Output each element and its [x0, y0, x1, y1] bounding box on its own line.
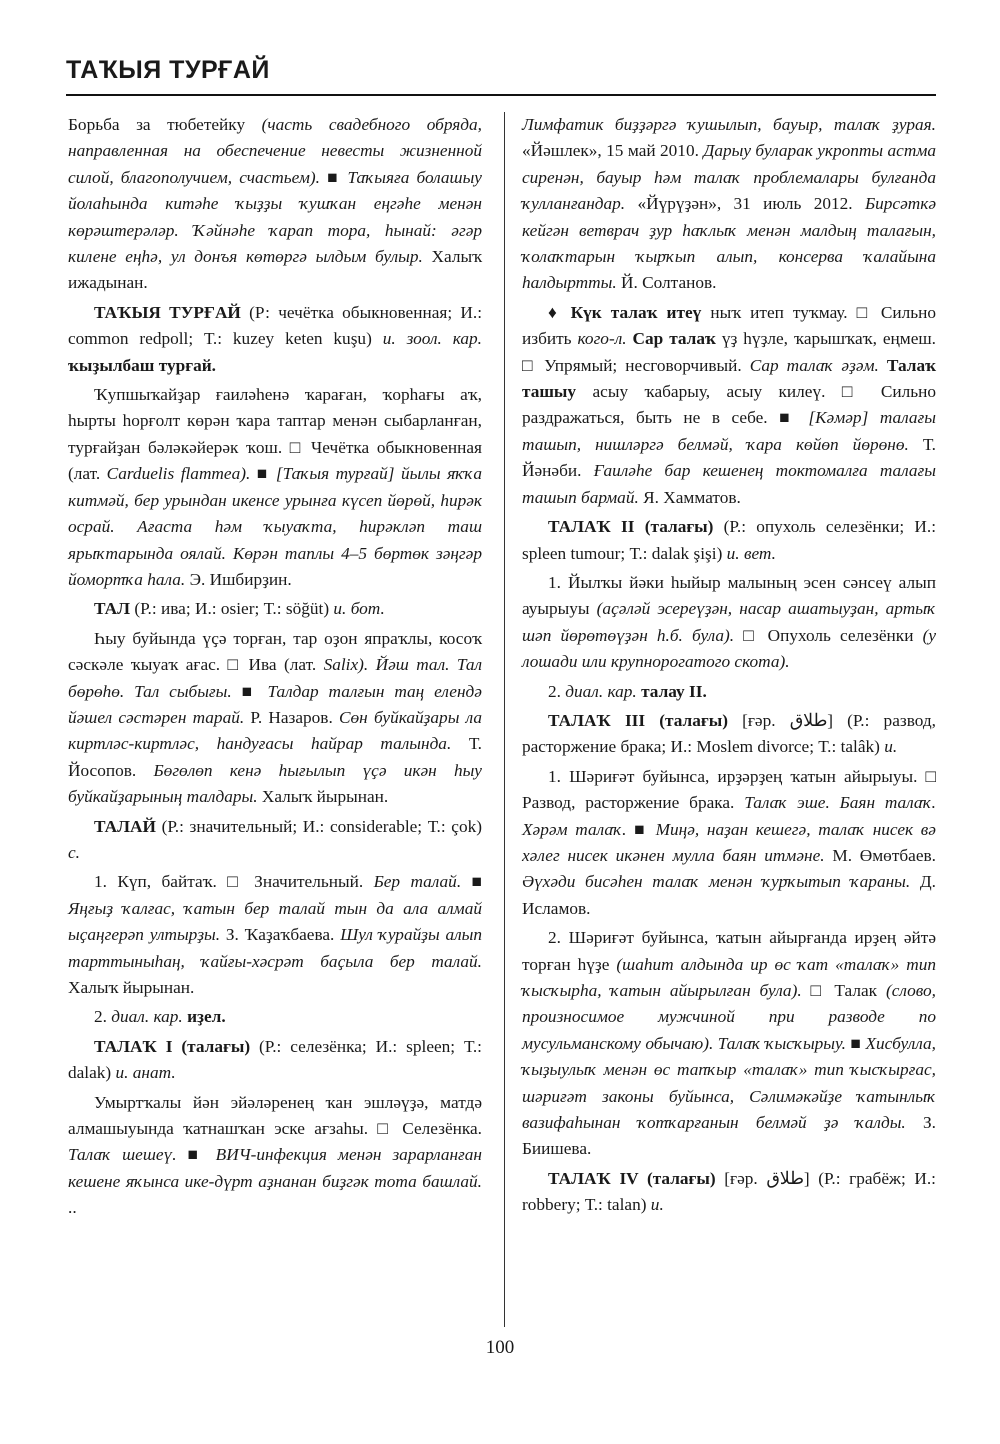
example: ВИЧ-инфекция менән зарарланған кешене яҡынса ике-дүрт аҙнанан биҙгәк тота башлай. — [68, 1145, 483, 1191]
idiom: Күк талаҡ итеү — [570, 302, 702, 322]
dictionary-entry — [68, 814, 482, 867]
latin-name: Salix). — [323, 655, 369, 675]
dictionary-entry — [522, 514, 936, 567]
dictionary-entry — [68, 1034, 482, 1087]
citation: Р. Назаров. — [244, 707, 340, 727]
entry-continuation — [68, 112, 482, 297]
right-column — [522, 112, 936, 1222]
example: Бөгөлөп кенә һығылып үҫә икән һыу буйкайҙарының талдары. — [68, 760, 482, 807]
example: Дарыу буларак укропты астма сиренән, бауыр һәм талаҡ проблемалары булғанда ҡулланғандар. — [522, 141, 936, 214]
cross-reference: ҡыҙылбаш турғай. — [68, 355, 216, 375]
text: Борьба за тюбетейку — [68, 115, 262, 134]
left-column — [68, 112, 482, 1225]
text: □ Талак — [801, 981, 886, 1000]
space — [879, 356, 887, 375]
gloss: (часть свадебного обряда, направленная на обеспечение невесты жизненной силой, благополучием, счастьем). — [68, 115, 482, 187]
headword: ТАҠЫЯ ТУРҒАЙ — [94, 302, 241, 322]
definition — [68, 1004, 482, 1030]
grammar-label: и. — [884, 737, 898, 757]
continuation-dots: .. — [68, 1198, 77, 1218]
citation: З. Ҡаҙаҡбаева. — [220, 925, 341, 945]
idiom: Талаҡ ташыу — [522, 355, 936, 402]
example: Лимфатик биҙҙәргә ҡушылып, бауыр, талаҡ ҙурая. — [522, 115, 936, 134]
dictionary-entry — [68, 596, 482, 622]
citation: Я. Хамматов. — [638, 487, 741, 507]
text: □ Опухоль селезёнки — [734, 625, 923, 645]
grammar-label: и. бот. — [333, 599, 385, 619]
example: Яңғыҙ ҡалғас, ҡатын бер талай тын да ала алмай ыҫаңгерәп ултырҙы. — [68, 898, 482, 945]
translations: [ғәр. طلاق] (Р.: развод, расторжение брака; И.: Moslem divorce; Т.: talâk) — [522, 710, 936, 757]
example: Хисбулла, ҡыҙыулыҡ менән өс тапҡыр «талаҡ» тип ҡысҡырғас, шәриғәт законы буйынса, Сәлимәкәйҙе ҡатынлыҡ вазифаһынан ҡотҡарғанын белмәй ҙә ҡалды. — [522, 1033, 936, 1133]
definition — [522, 764, 936, 922]
example-marker: ■ — [461, 872, 482, 892]
translations: (Р.: значительный; И.: considerable; Т.: çok) — [155, 816, 482, 836]
example: Миңә, наҙан кешегә, талаҡ нисек вә хәлег нисек икәнен мулла баян итмәне. — [522, 819, 936, 865]
definition — [68, 626, 482, 811]
headword: ТАЛ — [94, 599, 131, 619]
example-marker: ■ — [176, 1145, 216, 1165]
translations: (Р.: опухоль селезёнки; И.: spleen tumour; Т.: dalak şişi) — [522, 517, 936, 563]
text: 2. — [94, 1007, 112, 1027]
definition — [68, 869, 482, 1001]
headword: ТАЛАҠ II (талағы) — [548, 517, 714, 537]
grammar-label: кого-л. — [577, 329, 627, 349]
text: Ҡупшыҡайҙар ғаиләһенә ҡараған, ҡорһағы аҡ, һырты һорғолт көрән ҡара таптар менән сыбарланған, турғайҙан бәләкәйерәк ҡош. □ Чечётка обыкновенная (лат. — [68, 385, 482, 484]
gloss: (шаһит алдында ир өс ҡат «талаҡ» тип ҡысҡырһа, ҡатын айырылған була). — [522, 954, 936, 1000]
headword: ТАЛАҠ I (талағы) — [94, 1036, 251, 1056]
text: 2. — [548, 681, 566, 701]
idiom: Сар талаҡ — [632, 329, 716, 349]
translations: (Р: чечётка обыкновенная; И.: common redpoll; Т.: kuzey keten kuşu) — [68, 302, 482, 349]
grammar-label: и. зоол. кар. — [382, 329, 482, 349]
collocations: Бер талай. — [373, 872, 462, 892]
collocations: Талаҡ шешеү. — [68, 1145, 177, 1165]
dictionary-entry — [522, 708, 936, 761]
text: 1. Шәриғәт буйынса, ирҙәрҙең ҡатын айырыуы. □ Развод, расторжение брака. — [522, 766, 936, 813]
definition — [522, 925, 936, 1163]
text: үҙ һүҙле, ҡарышҡаҡ, еңмеш. □ Упрямый; несговорчивый. — [522, 329, 936, 375]
example: Талдар талғын таң елендә йәшел сәстәрен тарай. — [68, 681, 482, 727]
citation: Э. Ишбирҙин. — [185, 569, 292, 589]
example-marker: ■ — [231, 681, 268, 701]
example: Ғаиләһе бар кешенең токтомалға талағы ташып бармай. — [522, 461, 937, 507]
example-marker: ■ — [250, 464, 276, 484]
example: Таҡыяға болашыу йолаһында китәһе ҡыҙҙы ҡушҡан еңгәһе менән көрәштерәләр. Ҡәйнәһе ҡарап тора, һынай: әгәр килене еңһә, ул донъя көтөргә ылдым булыр. — [68, 167, 482, 267]
text: 1. Йылҡы йәки һыйыр малының эсен сәнсеү алып ауырыуы — [522, 572, 936, 619]
text: 1. Күп, байтаҡ. □ Значительный. — [94, 872, 374, 892]
running-header: ТАҠЫЯ ТУРҒАЙ — [66, 56, 270, 84]
grammar-label: и. анат. — [115, 1063, 176, 1083]
translations: [ғәр. طلاق] (Р.: грабёж; И.: robbery; Т.: talan) — [522, 1168, 936, 1215]
example-marker: ■ — [626, 819, 656, 839]
grammar-label: и. — [650, 1195, 664, 1215]
header-rule — [66, 94, 936, 96]
collocations: Сар талаҡ әҙәм. — [749, 355, 879, 375]
example-marker: ■ — [319, 167, 348, 187]
citation: Халыҡ йырынан. — [257, 787, 389, 807]
citation: Т. Йосопов. — [68, 734, 483, 780]
translations: (Р.: селезёнка; И.: spleen; Т.: dalak) — [68, 1036, 482, 1083]
definition — [68, 382, 482, 593]
text: Һыу буйында үҫә торған, тар оҙон япраҡлы, косоҡ сәскәле ҡыуаҡ ағас. □ Ива (лат. — [68, 628, 482, 675]
cross-reference: иҙел. — [187, 1007, 226, 1027]
headword: ТАЛАҠ IV (талағы) — [548, 1168, 716, 1188]
citation: Т. Йәнәби. — [522, 434, 936, 481]
collocations: Талаҡ эше. Баян талаҡ. Хәрәм талаҡ. — [522, 793, 936, 839]
citation: М. Өмөтбаев. — [824, 845, 936, 865]
example-marker: ■ — [845, 1033, 866, 1053]
dictionary-entry — [68, 300, 482, 379]
example: Бирсәткә кейгән ветврач ҙур һаҡлыҡ менән малдың талағын, ҡолаҡтарын ҡырҡып алып, консерва ҡалайына һалдыртты. — [522, 194, 936, 293]
gloss: (слово, произносимое мужчиной при разводе по мусульманскому обычаю). Талаҡ ҡысҡырыу. — [522, 981, 936, 1053]
citation: Халыҡ йырынан. — [68, 978, 195, 997]
entry-continuation — [522, 112, 936, 297]
citation: Халыҡ ижадынан. — [68, 247, 482, 293]
text: ныҡ итеп туҡмау. □ Сильно избить — [522, 302, 937, 349]
citation: Й. Солтанов. — [616, 273, 717, 293]
example: Сөн буйкайҙары ла киртләс-киртләс, һандуғасы һайрар талында. — [68, 707, 483, 754]
citation: «Йүрүҙән», 31 июль 2012. — [625, 194, 865, 214]
example: [Кәмәр] талағы ташып, нишләргә белмәй, ҡара көйөп йөрөнө. — [522, 408, 936, 454]
grammar-label: и. вет. — [726, 543, 776, 563]
headword: ТАЛАЙ — [94, 816, 156, 836]
citation: З. Биишева. — [522, 1113, 936, 1159]
example: [Таҡыя турғай] йылы яҡҡа китмәй, бер урындан икенсе урынға күсеп йөрөй, һирәк осрай. Ағаста һәм ҡыуаҡта, һирәкләп таш ярыҡтарында оялай. Көрән таплы 4–5 бөртөк зәңгәр йомортҡа һала. — [68, 464, 482, 589]
grammar-label: диал. кар. — [111, 1007, 183, 1027]
translations: (Р.: ива; И.: osier; Т.: söğüt) — [130, 599, 334, 619]
text: Умыртҡалы йән эйәләренең ҡан эшләүҙә, матдә алмашыуында ҡатнашҡан эске ағзаһы. □ Селезёнка. — [68, 1092, 482, 1139]
idioms — [522, 300, 936, 511]
latin-name: Carduelis flammea). — [106, 464, 251, 484]
citation: Д. Исламов. — [522, 872, 936, 918]
headword: ТАЛАҠ III (талағы) — [548, 710, 728, 730]
definition — [68, 1090, 482, 1222]
text: асыу ҡабарыу, асыу килеү. □ Сильно раздражаться, быть не в себе. ■ — [522, 382, 936, 428]
example: Әүхәди бисәһен талаҡ менән ҡурҡытып ҡараны. — [522, 872, 911, 892]
cross-reference: талау II. — [641, 681, 707, 701]
grammar-label: диал. кар. — [565, 681, 637, 701]
citation: «Йәшлек», 15 май 2010. — [522, 141, 704, 161]
text: 2. Шәриғәт буйынса, ҡатын айырғанда ирҙең әйтә торған һүҙе — [522, 928, 936, 974]
diamond-icon: ♦ — [548, 302, 571, 322]
collocations: Йәш тал. Тал бөрөһө. Тал сыбығы. — [68, 655, 482, 701]
definition — [522, 570, 936, 676]
page-number: 100 — [485, 1337, 515, 1358]
grammar-label: с. — [68, 842, 80, 862]
gloss: (у лошади или крупнорогатого скота). — [522, 625, 937, 672]
definition — [522, 679, 936, 705]
example: Шул ҡурайҙы алып тарттыныһаң, ҡайғы-хәсрәт баҫыла бер талай. — [68, 925, 482, 971]
gloss: (аҫәләй эсереүҙән, насар ашатыуҙан, артыҡ шәп йөрөтөүҙән һ.б. була). — [522, 599, 936, 645]
space — [368, 655, 375, 674]
dictionary-entry — [522, 1166, 936, 1219]
column-divider — [504, 112, 505, 1327]
